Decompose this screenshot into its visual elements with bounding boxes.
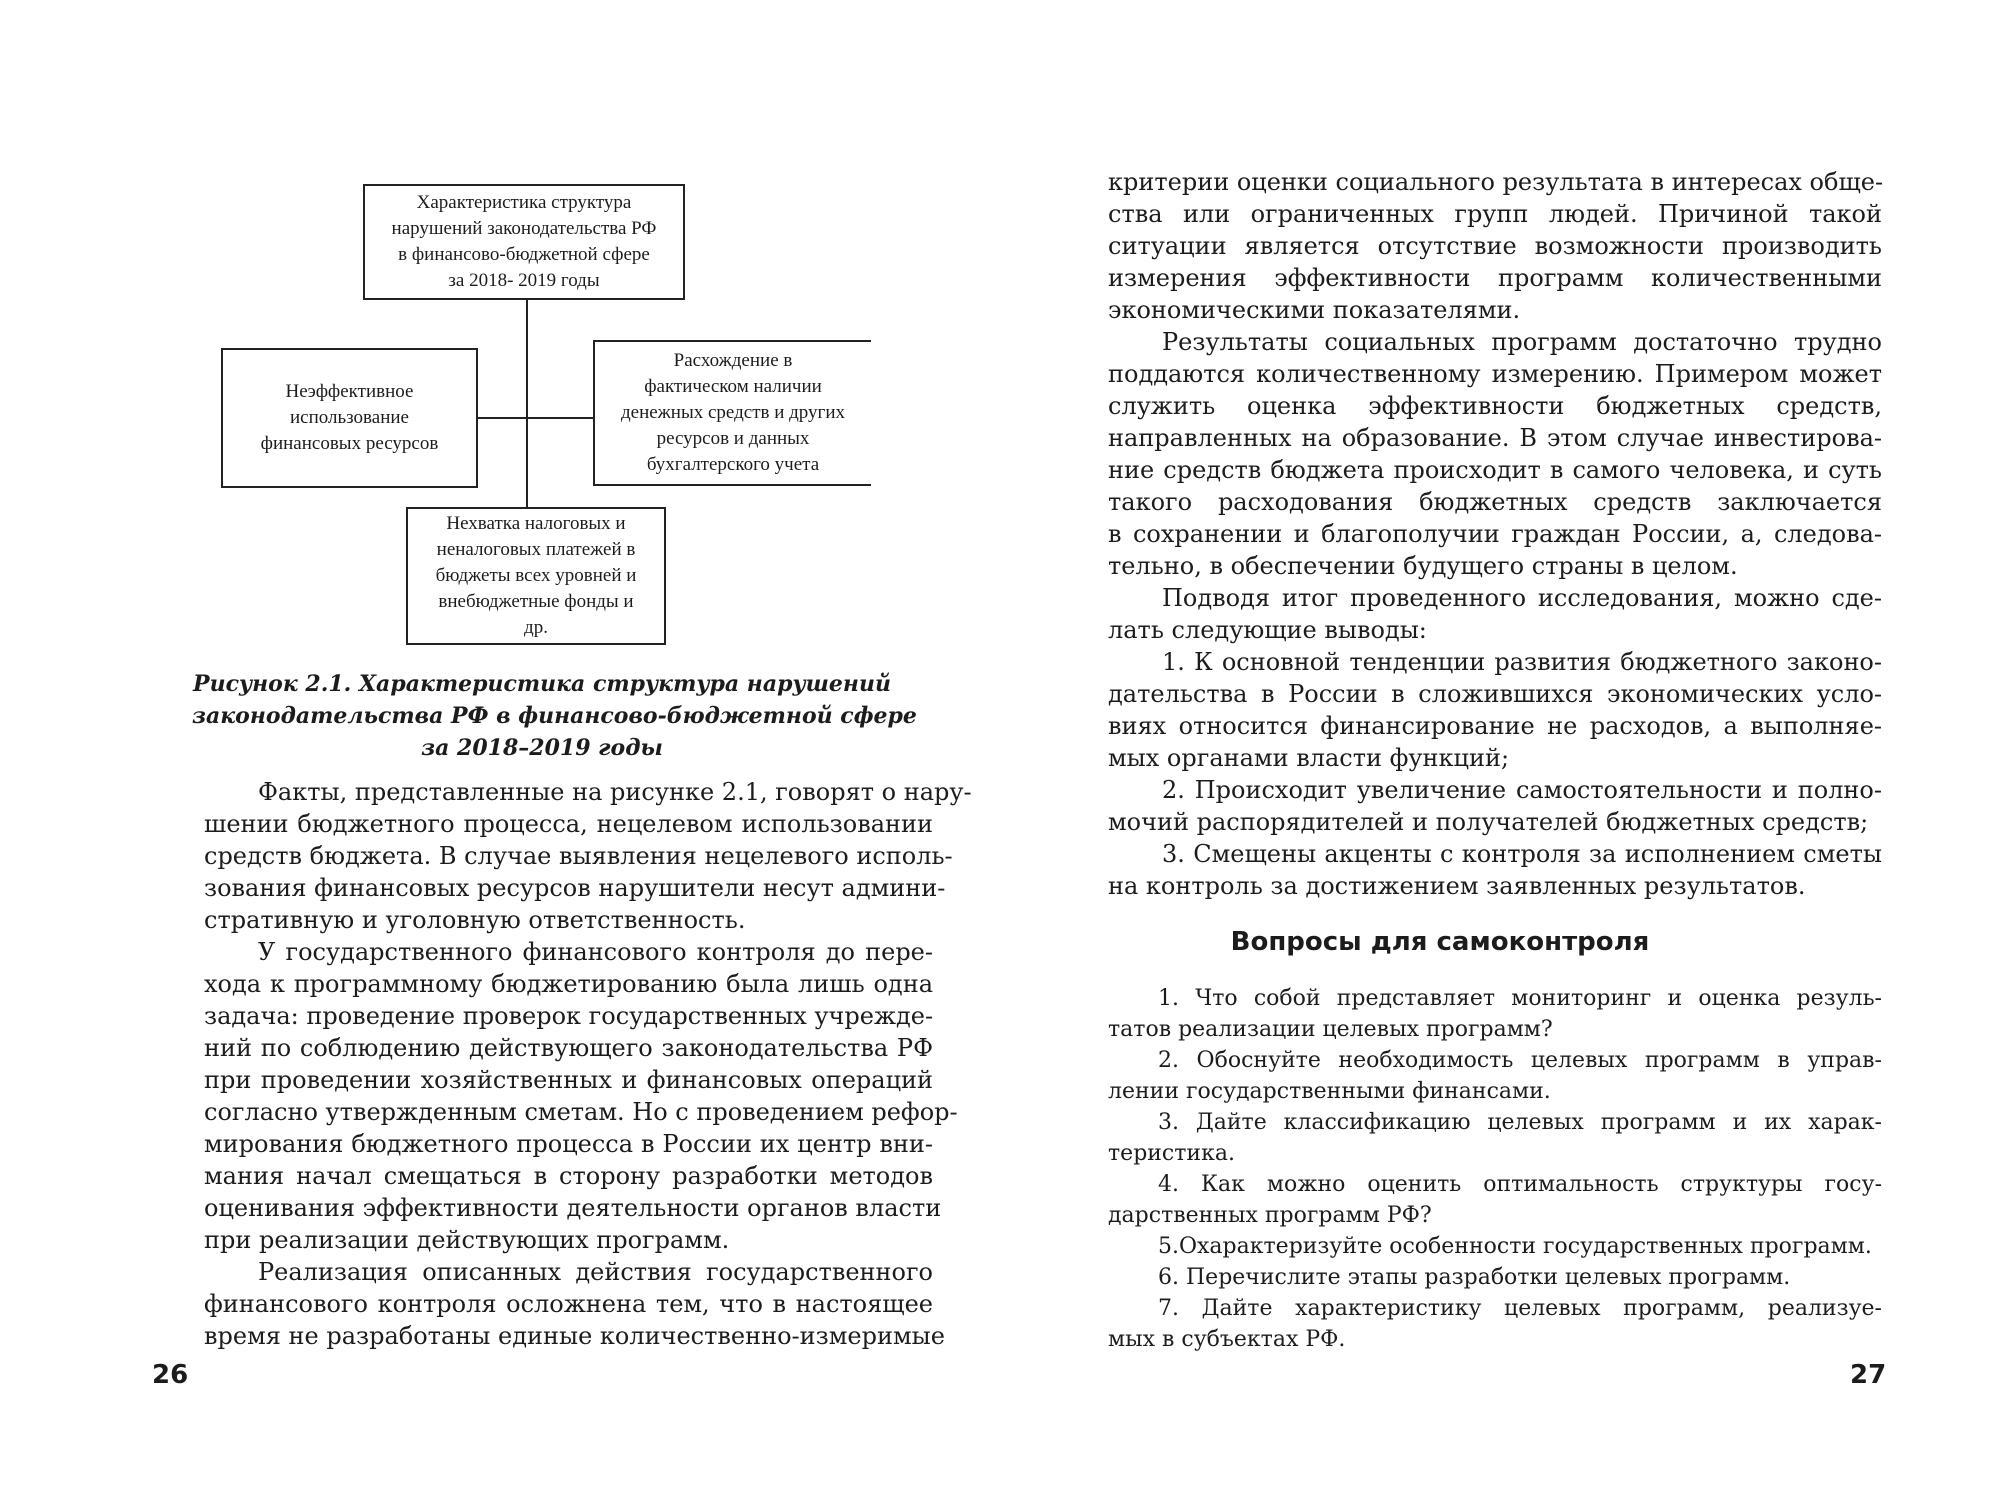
text-line: при реализации действующих программ. [204, 1226, 730, 1254]
right-body-text [1108, 166, 1882, 902]
diagram-box-text: финансовых ресурсов [260, 433, 439, 454]
text-line: Факты, представленные на рисунке 2.1, говорят о нару- [258, 778, 972, 806]
text-line: задача: проведение проверок государственных учрежде- [204, 1002, 934, 1030]
text-line: Результаты социальных программ достаточно трудно [1162, 328, 1882, 356]
text-line: ние средств бюджета происходит в самого человека, и суть [1108, 456, 1882, 484]
text-line: такого расходования бюджетных средств заключается [1108, 488, 1882, 516]
diagram-box-main [363, 184, 685, 300]
text-line: 6. Перечислите этапы разработки целевых программ. [1158, 1265, 1791, 1290]
text-line: лении государственными финансами. [1108, 1079, 1551, 1104]
text-line: шении бюджетного процесса, нецелевом использовании [204, 810, 933, 838]
figure-caption [192, 668, 917, 764]
diagram-box-text: денежных средств и других [620, 402, 846, 423]
text-line: критерии оценки социального результата в интересах обще- [1108, 168, 1884, 196]
text-line: У государственного финансового контроля до пере- [258, 938, 933, 966]
text-line: оценивания эффективности деятельности органов власти [204, 1194, 942, 1222]
text-line: ситуации является отсутствие возможности производить [1108, 232, 1882, 260]
text-line: дательства в России в сложившихся экономических усло- [1108, 680, 1882, 708]
text-line: 3. Смещены акценты с контроля за исполнением сметы [1162, 840, 1882, 868]
text-line: мания начал смещаться в сторону разработки методов [204, 1162, 933, 1190]
text-line: направленных на образование. В этом случае инвестирова- [1108, 424, 1882, 452]
diagram-box-text: Характеристика структура [416, 192, 632, 213]
text-line: дарственных программ РФ? [1108, 1203, 1432, 1228]
caption-line: законодательства РФ в финансово-бюджетной сфере [192, 703, 917, 729]
text-line: 7. Дайте характеристику целевых программ, реализуе- [1158, 1296, 1882, 1321]
text-line: измерения эффективности программ количественными [1108, 264, 1882, 292]
text-line: средств бюджета. В случае выявления нецелевого исполь- [204, 842, 953, 870]
text-line: лать следующие выводы: [1108, 616, 1427, 644]
diagram-box-text: бюджеты всех уровней и [435, 565, 637, 586]
caption-line: Рисунок 2.1. Характеристика структура нарушений [193, 671, 891, 697]
text-line: зования финансовых ресурсов нарушители несут админи- [204, 874, 946, 902]
text-line: 4. Как можно оценить оптимальность структуры госу- [1158, 1172, 1882, 1197]
diagram-box-text: внебюджетные фонды и [438, 591, 634, 612]
text-line: теристика. [1108, 1141, 1235, 1166]
text-line: служить оценка эффективности бюджетных средств, [1108, 392, 1882, 420]
text-line: при проведении хозяйственных и финансовых операций [204, 1066, 933, 1094]
diagram-box-inefficient-use [221, 348, 478, 488]
diagram-box-text: неналоговых платежей в [436, 539, 636, 560]
diagram-box-text: Неэффективное [285, 381, 414, 402]
text-line: 1. К основной тенденции развития бюджетного законо- [1162, 648, 1882, 676]
page-number-left: 26 [152, 1360, 189, 1390]
section-heading: Вопросы для самоконтроля [1230, 927, 1650, 957]
text-line: виях относится финансирование не расходов, а выполняе- [1108, 712, 1882, 740]
caption-line: за 2018–2019 годы [421, 735, 663, 761]
text-line: 2. Обоснуйте необходимость целевых программ в управ- [1158, 1048, 1882, 1073]
text-line: хода к программному бюджетированию была лишь одна [204, 970, 933, 998]
text-line: мых органами власти функций; [1108, 744, 1510, 772]
text-line: стративную и уголовную ответственность. [204, 906, 746, 934]
text-line: на контроль за достижением заявленных результатов. [1108, 872, 1806, 900]
text-line: ства или ограниченных групп людей. Причиной такой [1108, 200, 1882, 228]
text-line: время не разработаны единые количественно-измеримые [204, 1322, 945, 1350]
text-line: в сохранении и благополучии граждан России, а, следова- [1108, 520, 1882, 548]
text-line: мочий распорядителей и получателей бюджетных средств; [1108, 808, 1869, 836]
text-line: мых в субъектах РФ. [1108, 1327, 1346, 1352]
diagram-box-text: за 2018- 2019 годы [448, 270, 600, 291]
text-line: 5.Охарактеризуйте особенности государственных программ. [1158, 1234, 1872, 1259]
diagram-box-text: использование [290, 407, 409, 428]
text-line: 3. Дайте классификацию целевых программ и их харак- [1158, 1110, 1882, 1135]
text-line: финансового контроля осложнена тем, что в настоящее [204, 1290, 933, 1318]
text-line: Подводя итог проведенного исследования, можно сде- [1162, 584, 1882, 612]
page-number-right: 27 [1850, 1360, 1887, 1390]
text-line: 2. Происходит увеличение самостоятельности и полно- [1162, 776, 1882, 804]
text-line: 1. Что собой представляет мониторинг и оценка резуль- [1158, 986, 1882, 1011]
text-line: согласно утвержденным сметам. Но с проведением рефор- [204, 1098, 958, 1126]
diagram-box-discrepancy [593, 340, 871, 486]
diagram-box-text: в финансово-бюджетной сфере [398, 244, 650, 265]
diagram-box-text: фактическом наличии [644, 376, 822, 397]
text-line: экономическими показателями. [1108, 296, 1521, 324]
diagram-box-text: ресурсов и данных [656, 428, 810, 449]
diagram-box-text: бухгалтерского учета [646, 454, 820, 475]
text-line: Реализация описанных действия государственного [258, 1258, 933, 1286]
diagram-box-text: Расхождение в [673, 350, 793, 371]
text-line: ний по соблюдению действующего законодательства РФ [204, 1034, 933, 1062]
text-line: татов реализации целевых программ? [1108, 1017, 1553, 1042]
left-body-text [204, 776, 972, 1352]
text-line: тельно, в обеспечении будущего страны в целом. [1108, 552, 1738, 580]
diagram-box-payment-shortage [406, 507, 666, 645]
diagram-box-text: др. [524, 617, 548, 638]
question-list [1108, 983, 1882, 1355]
text-line: мирования бюджетного процесса в России их центр вни- [204, 1130, 933, 1158]
text-line: поддаются количественному измерению. Примером может [1108, 360, 1882, 388]
diagram-box-text: нарушений законодательства РФ [391, 218, 657, 239]
diagram-box-text: Нехватка налоговых и [446, 513, 626, 534]
